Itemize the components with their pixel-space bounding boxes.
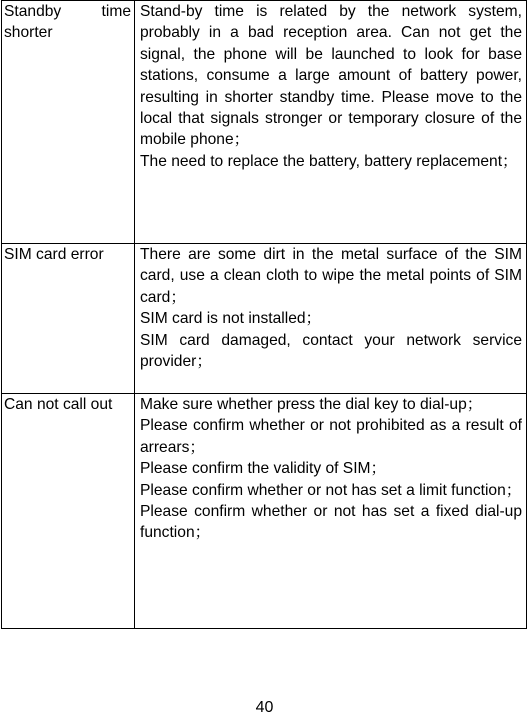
- table-row: [2, 1, 527, 244]
- solution-text: Make sure whether press the dial key to dial-up；: [140, 396, 483, 413]
- problem-text: Standby time shorter: [4, 3, 131, 42]
- solution-text: Please confirm whether or not has set a fixed dial-up function；: [140, 503, 522, 542]
- page-number: 40: [255, 699, 274, 716]
- solution-text: There are some dirt in the metal surface of the SIM card, use a clean cloth to wipe the metal points of SIM card；: [140, 246, 522, 306]
- solution-cell: [135, 244, 527, 394]
- troubleshooting-table: [1, 0, 527, 629]
- solution-text: Please confirm the validity of SIM；: [140, 460, 387, 478]
- table-row: [2, 394, 527, 629]
- solution-text: SIM card damaged, contact your network service provider；: [140, 331, 522, 371]
- table-row: [2, 244, 527, 394]
- problem-cell: [2, 244, 135, 394]
- solution-text: The need to replace the battery, battery replacement；: [140, 152, 518, 170]
- problem-text: Can not call out: [4, 396, 113, 413]
- solution-text: Please confirm whether or not prohibited as a result of arrears；: [140, 417, 522, 456]
- problem-cell: [2, 394, 135, 629]
- problem-cell: [2, 1, 135, 244]
- solution-text: SIM card is not installed；: [140, 310, 322, 328]
- solution-cell: [135, 394, 527, 629]
- solution-text: Please confirm whether or not has set a limit function；: [140, 481, 522, 499]
- solution-cell: [135, 1, 527, 244]
- problem-text: SIM card error: [4, 246, 104, 263]
- solution-text: Stand-by time is related by the network system, probably in a bad reception area. Can not get the signal, the phone will be launched to look for base stations, consume a large amount of battery power, resulting in shorter standby time. Please move to the local that signals stronger or temporary closure of the mobile phone；: [140, 3, 522, 149]
